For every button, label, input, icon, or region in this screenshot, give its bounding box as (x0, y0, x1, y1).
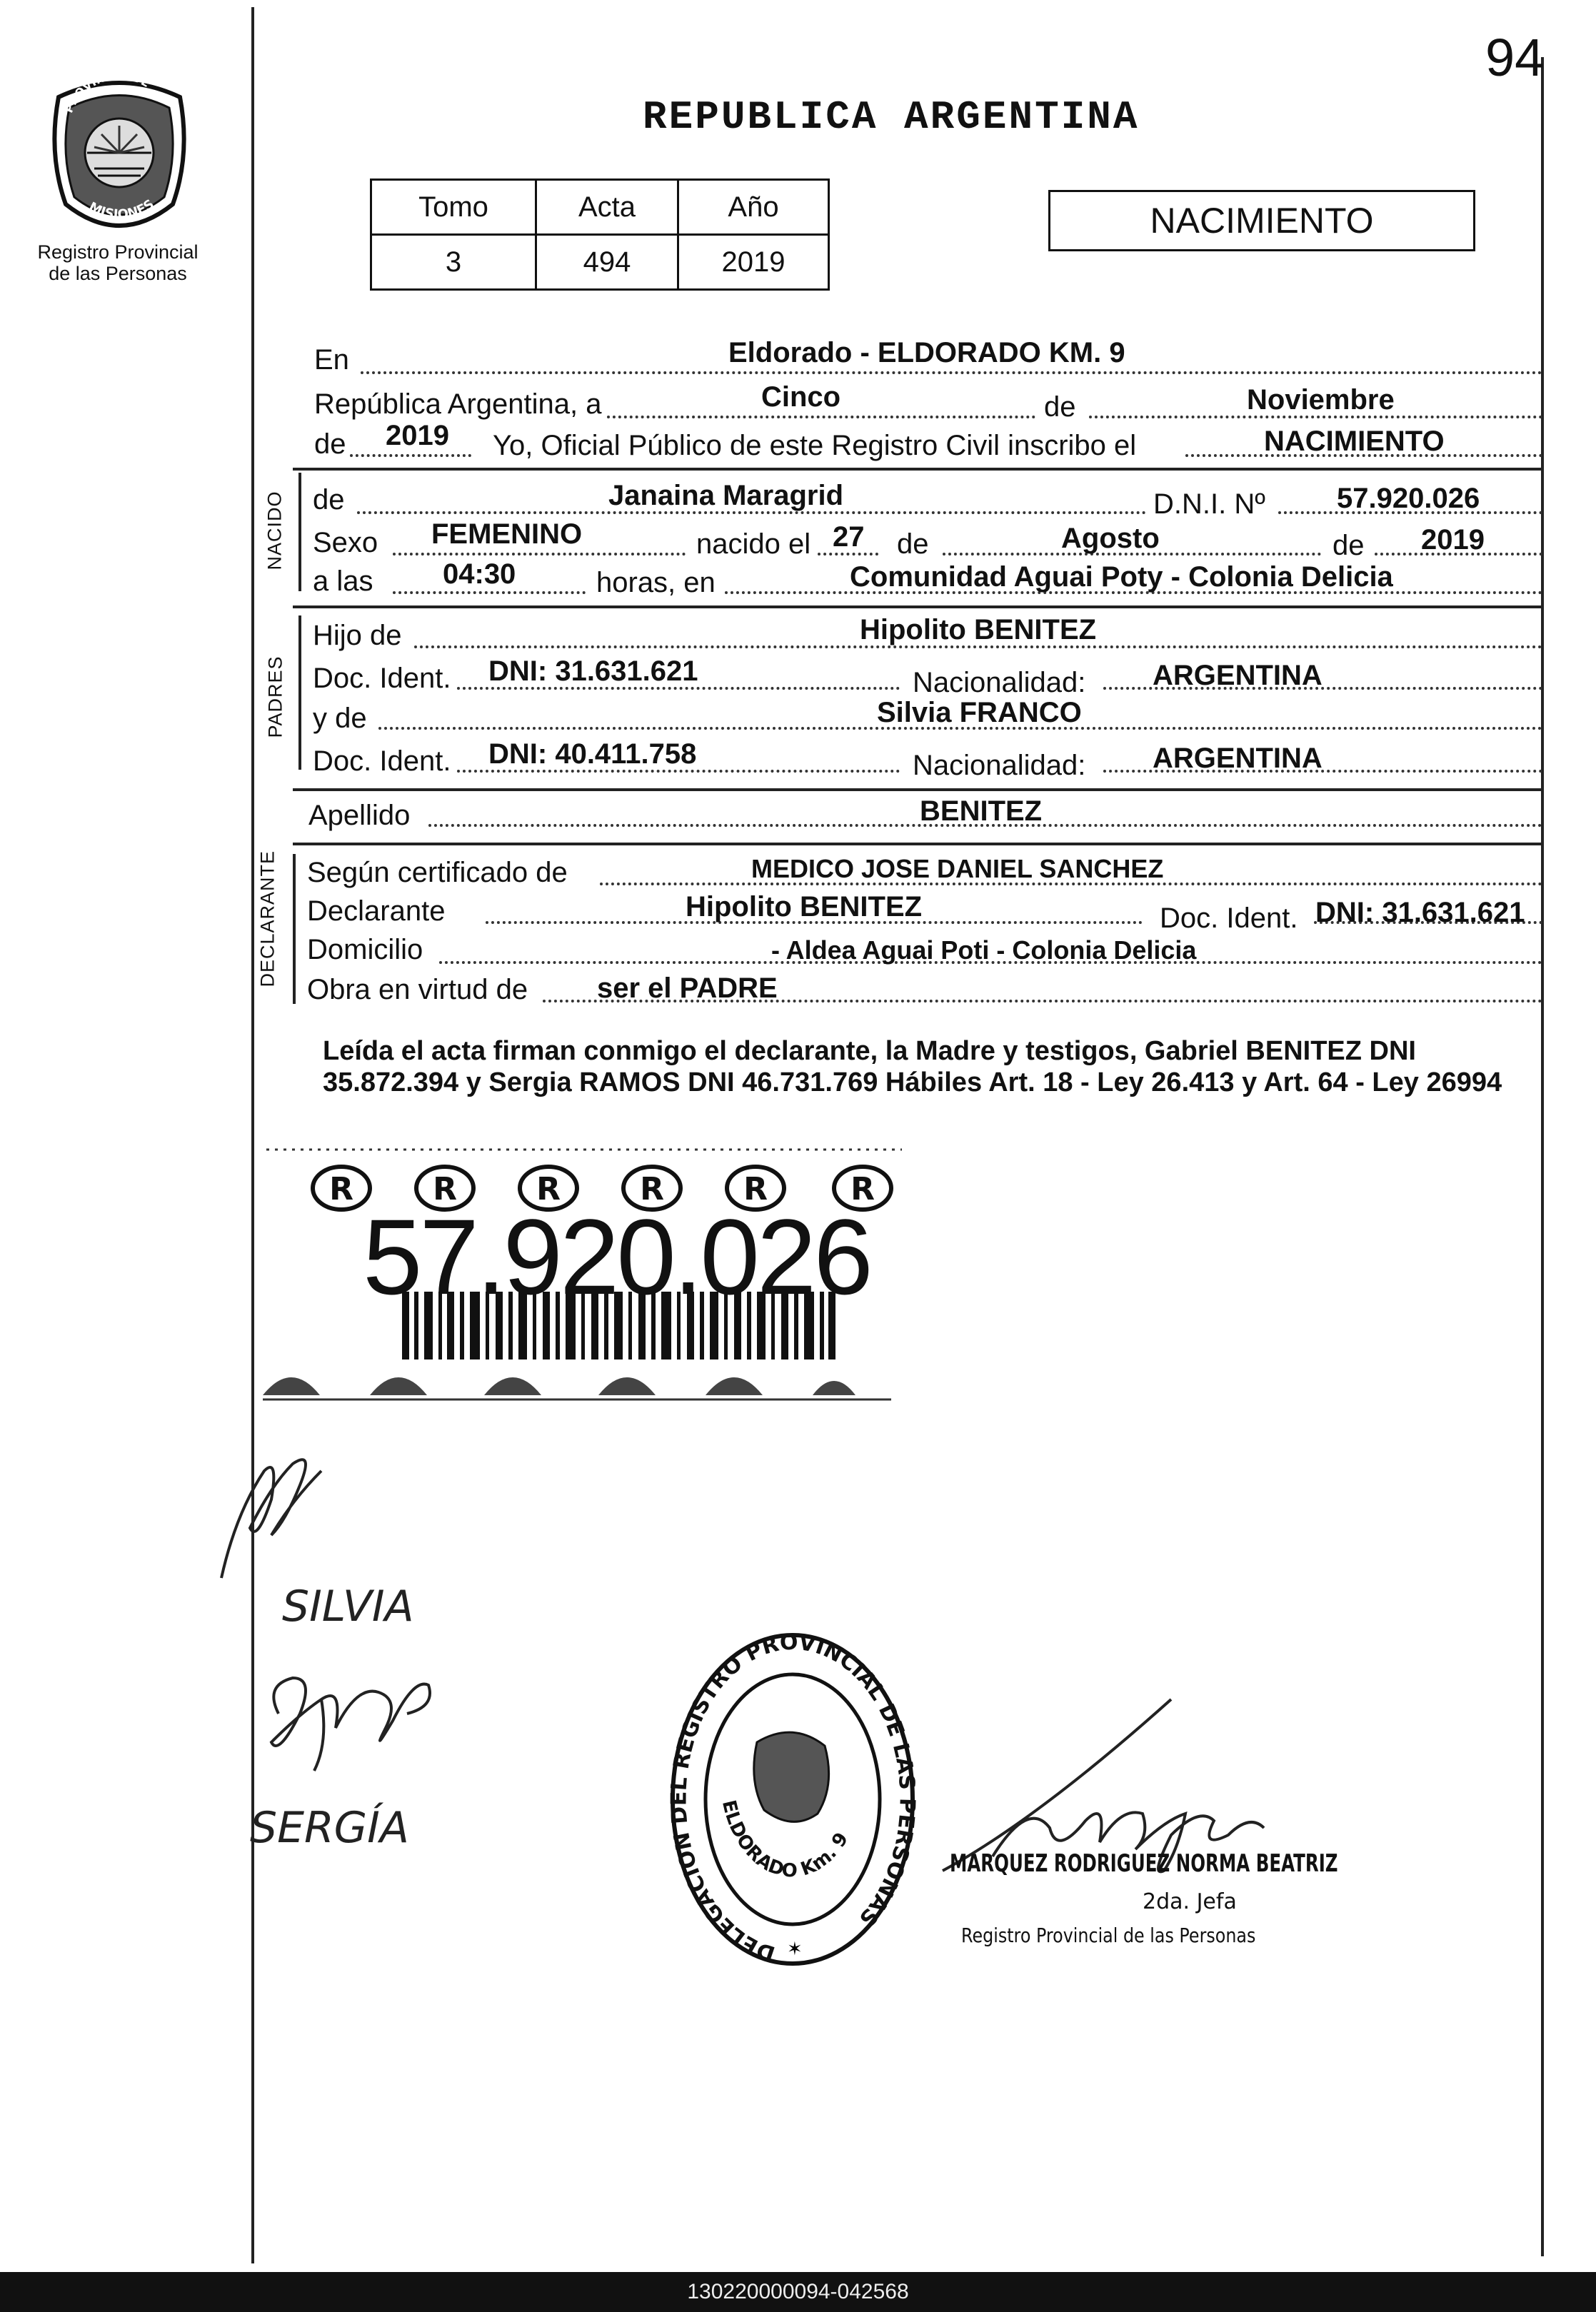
sticker-dni-number: 57.920.026 (363, 1197, 870, 1317)
document-title: REPUBLICA ARGENTINA (643, 94, 1140, 140)
de-label: de (897, 528, 929, 560)
document-code-footer: 130220000094-042568 (0, 2272, 1596, 2312)
value-anio: 2019 (678, 235, 829, 290)
birth-month-value: Agosto (1061, 523, 1160, 554)
dni-label: D.N.I. Nº (1153, 488, 1265, 520)
declarant-signature (207, 1442, 336, 1589)
logo-caption: Registro Provincial de las Personas (37, 241, 199, 284)
svg-text:MISIONES: MISIONES (86, 196, 157, 223)
svg-text:R: R (329, 1171, 353, 1207)
nacido-section-label: NACIDO (264, 491, 286, 571)
de-year-label: de (314, 428, 346, 460)
section-bracket (293, 854, 296, 1004)
certificado-label: Según certificado de (307, 857, 568, 888)
child-dni-value: 57.920.026 (1337, 483, 1480, 514)
official-office: Registro Provincial de las Personas (961, 1924, 1256, 1947)
en-label: En (314, 344, 349, 376)
official-stamp (664, 1621, 921, 1981)
dotted-line (361, 371, 1542, 374)
svg-text:R: R (536, 1171, 561, 1207)
mother-name-value: Silvia FRANCO (877, 697, 1082, 728)
fingerprint-marks (263, 1377, 855, 1395)
official-title: 2da. Jefa (1143, 1889, 1237, 1914)
mother-dni-value: DNI: 40.411.758 (488, 738, 697, 770)
section-divider (293, 788, 1541, 791)
svg-text:ELDORADO Km. 9: ELDORADO Km. 9 (717, 1798, 853, 1882)
obra-label: Obra en virtud de (307, 974, 528, 1005)
declarant-dni-value: DNI: 31.631.621 (1315, 897, 1525, 928)
dotted-line (350, 454, 471, 457)
father-nationality-value: ARGENTINA (1153, 660, 1323, 691)
header-acta: Acta (536, 180, 678, 235)
official-name: MARQUEZ RODRIGUEZ NORMA BEATRIZ (950, 1849, 1338, 1878)
doc-ident-label: Doc. Ident. (313, 663, 451, 694)
month-value: Noviembre (1247, 384, 1395, 416)
svg-text:R: R (850, 1171, 875, 1207)
handwritten-sergia: SERGÍA (250, 1803, 409, 1853)
svg-text:R: R (433, 1171, 457, 1207)
de-label: de (1044, 391, 1076, 423)
mother-signature (257, 1657, 443, 1781)
de-label: de (1332, 530, 1365, 561)
dotted-line (393, 591, 586, 594)
republica-label: República Argentina, a (314, 388, 602, 420)
birth-day-value: 27 (833, 521, 865, 553)
domicilio-label: Domicilio (307, 934, 423, 965)
certificate-value: MEDICO JOSE DANIEL SANCHEZ (751, 854, 1164, 883)
record-type-box: NACIMIENTO (1048, 190, 1475, 251)
declarante-section-label: DECLARANTE (256, 850, 278, 987)
capacity-value: ser el PADRE (597, 972, 778, 1004)
svg-text:R: R (640, 1171, 664, 1207)
birth-year-value: 2019 (1421, 524, 1485, 556)
province-seal-logo (44, 69, 194, 241)
y-de-label: y de (313, 703, 367, 734)
birth-place-value: Comunidad Aguai Poty - Colonia Delicia (850, 561, 1393, 593)
a-las-label: a las (313, 566, 373, 597)
surname-value: BENITEZ (920, 795, 1043, 827)
value-tomo: 3 (371, 235, 536, 290)
padres-section-label: PADRES (264, 655, 286, 738)
hijo-de-label: Hijo de (313, 620, 402, 651)
dni-sticker (263, 1145, 905, 1417)
declarante-label: Declarante (307, 895, 446, 927)
address-value: - Aldea Aguai Poti - Colonia Delicia (771, 935, 1197, 965)
page-number: 94 (1485, 28, 1545, 87)
nacido-el-label: nacido el (696, 528, 811, 560)
oficial-text: Yo, Oficial Público de este Registro Civil inscribo el (493, 430, 1137, 461)
section-bracket (298, 615, 301, 770)
svg-text:DELEGACION DEL REGISTRO PROVIN: DELEGACION DEL REGISTRO PROVINCIAL DE LAS PERSONAS (666, 1629, 920, 1966)
margin-line-right (1541, 57, 1544, 2256)
value-acta: 494 (536, 235, 678, 290)
section-divider (293, 843, 1541, 845)
child-name-value: Janaina Maragrid (608, 480, 844, 511)
svg-text:✶: ✶ (787, 1939, 803, 1960)
closing-paragraph: Leída el acta firman conmigo el declarante, la Madre y testigos, Gabriel BENITEZ DNI 35.872.394 y Sergia RAMOS DNI 46.731.769 Hábiles Art. 18 - Ley 26.413 y Art. 64 - Ley 26994 (323, 1036, 1502, 1097)
father-name-value: Hipolito BENITEZ (860, 614, 1097, 645)
svg-text:PROVINCIA DE: PROVINCIA DE (61, 69, 153, 115)
de-label: de (313, 484, 345, 516)
nacionalidad-label: Nacionalidad: (913, 750, 1086, 781)
svg-text:R: R (743, 1171, 768, 1207)
dotted-line (393, 553, 686, 556)
header-anio: Año (678, 180, 829, 235)
father-dni-value: DNI: 31.631.621 (488, 655, 698, 687)
sex-value: FEMENINO (431, 518, 583, 550)
act-type-value: NACIMIENTO (1264, 426, 1445, 457)
year-value: 2019 (386, 420, 449, 451)
horas-en-label: horas, en (596, 567, 716, 598)
section-divider (293, 468, 1541, 471)
day-value: Cinco (761, 381, 841, 413)
header-tomo: Tomo (371, 180, 536, 235)
dotted-line (607, 416, 1035, 418)
section-bracket (298, 473, 301, 591)
registry-table (370, 179, 830, 291)
nacionalidad-label: Nacionalidad: (913, 667, 1086, 698)
declarant-name-value: Hipolito BENITEZ (686, 891, 923, 923)
mother-nationality-value: ARGENTINA (1153, 743, 1323, 774)
birth-time-value: 04:30 (443, 558, 516, 590)
handwritten-silvia: SILVIA (282, 1582, 414, 1632)
margin-line-left (251, 7, 254, 2263)
apellido-label: Apellido (308, 800, 411, 831)
place-value: Eldorado - ELDORADO KM. 9 (728, 337, 1125, 368)
doc-ident-label: Doc. Ident. (1160, 903, 1298, 934)
doc-ident-label: Doc. Ident. (313, 745, 451, 777)
sexo-label: Sexo (313, 527, 378, 558)
section-divider (293, 605, 1541, 608)
registered-mark (313, 1167, 370, 1210)
